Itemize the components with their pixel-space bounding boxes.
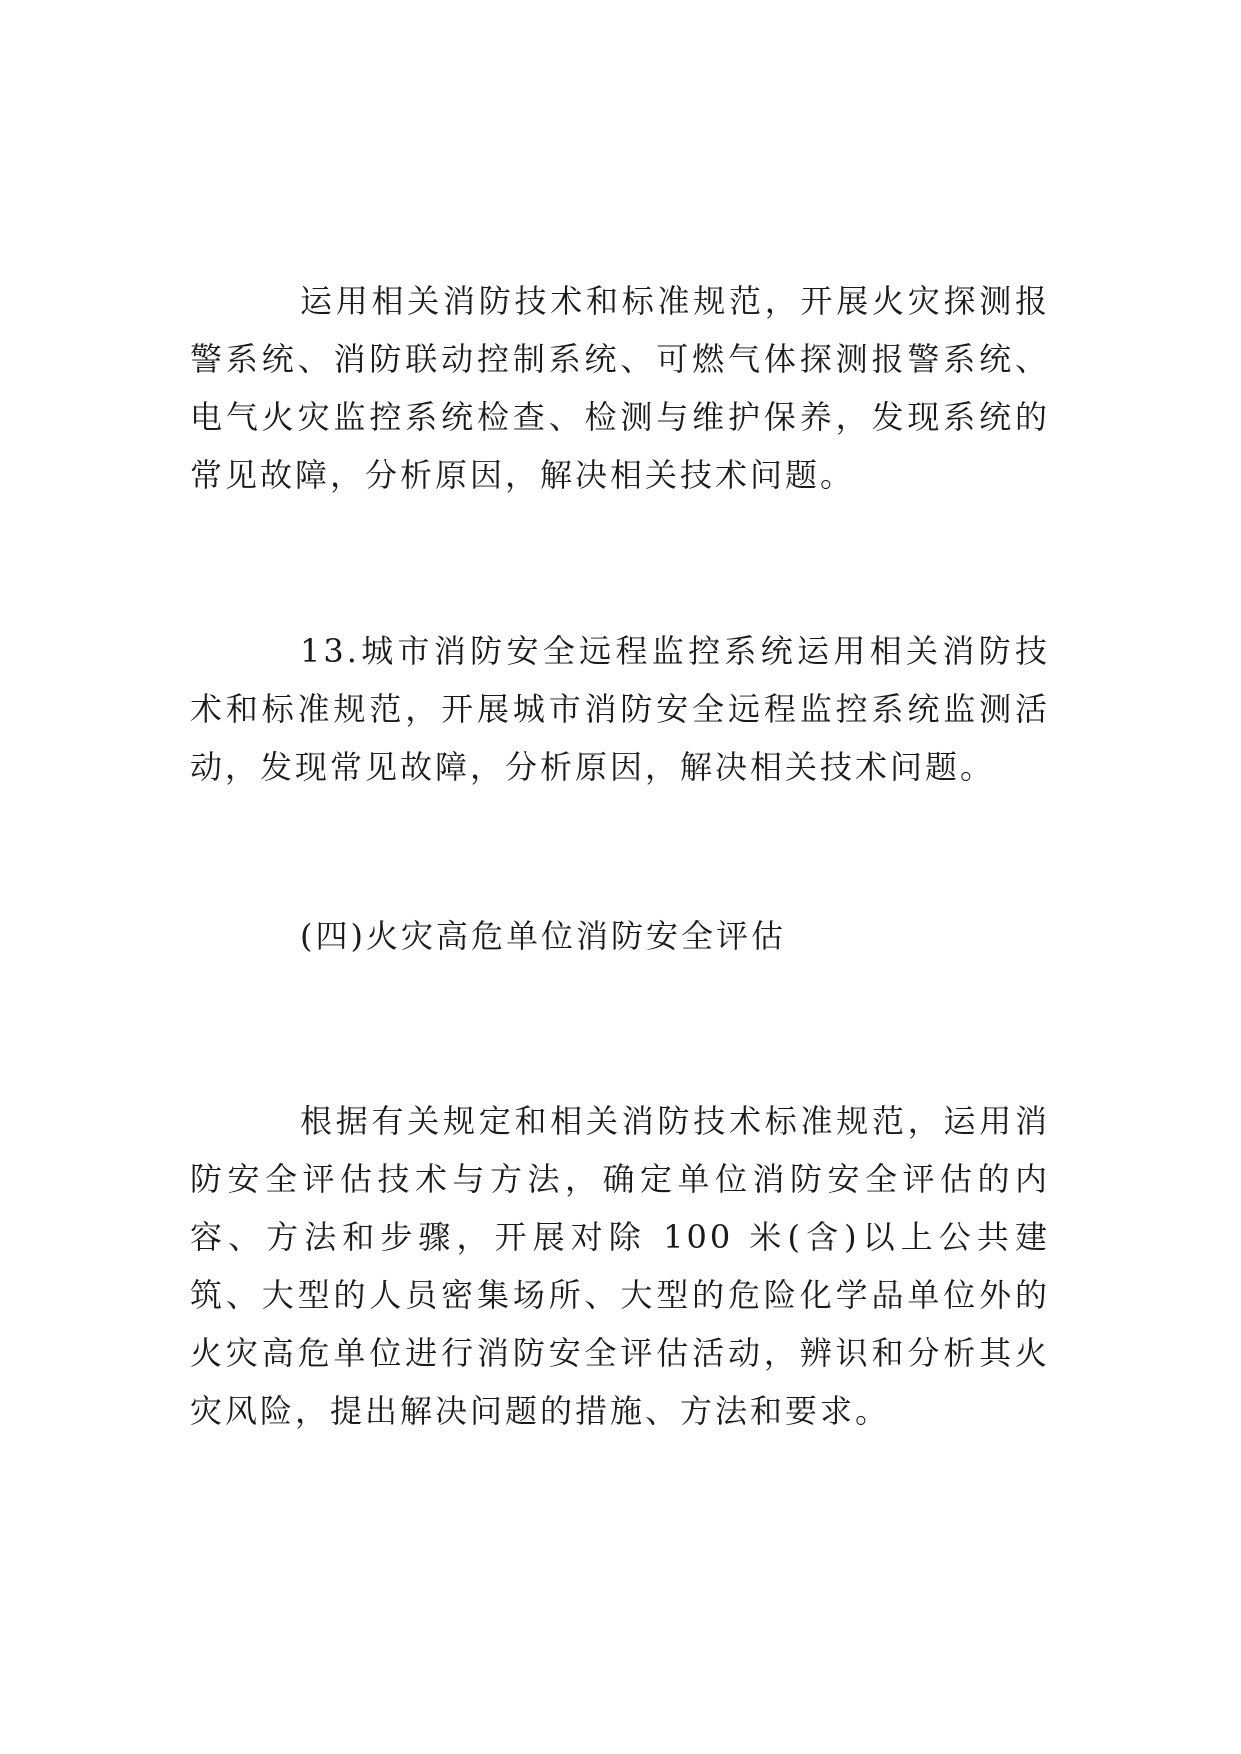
paragraph-fire-alarm-systems: 运用相关消防技术和标准规范，开展火灾探测报警系统、消防联动控制系统、可燃气体探测报警系统、电气火灾监控系统检查、检测与维护保养，发现系统的常见故障，分析原因，解决相关技术问题。 [190, 282, 1050, 494]
section-heading-risk-assessment: (四)火灾高危单位消防安全评估 [300, 917, 786, 955]
paragraph-risk-assessment: 根据有关规定和相关消防技术标准规范，运用消防安全评估技术与方法，确定单位消防安全评估的内容、方法和步骤，开展对除 100 米(含)以上公共建筑、大型的人员密集场所、大型的危险化学品单位外的火灾高危单位进行消防安全评估活动，辨识和分析其火灾风险，提出解决问题的措施、方法和要求。 [190, 1102, 1050, 1430]
paragraph-remote-monitoring-system: 13.城市消防安全远程监控系统运用相关消防技术和标准规范，开展城市消防安全远程监控系统监测活动，发现常见故障，分析原因，解决相关技术问题。 [190, 632, 1050, 786]
